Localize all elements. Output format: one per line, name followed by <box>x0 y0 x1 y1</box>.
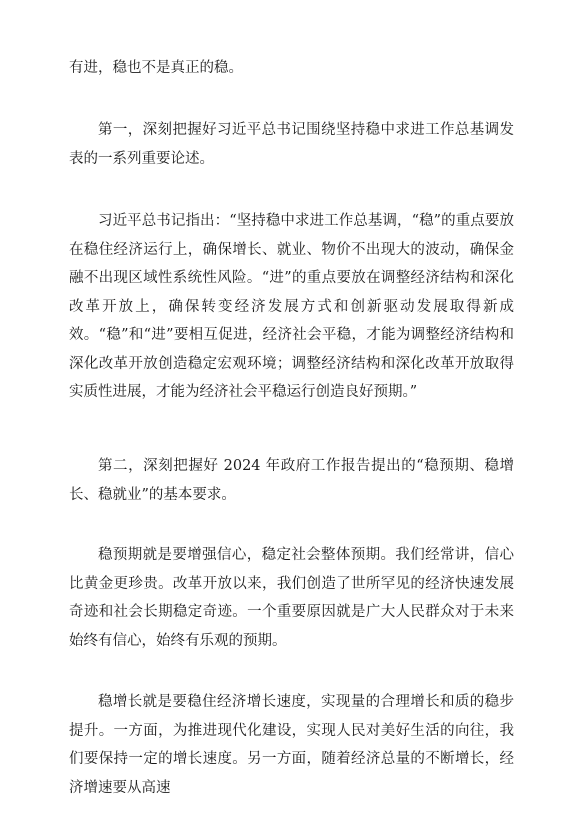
paragraph-point-two: 第二，深刻把握好 2024 年政府工作报告提出的“稳预期、稳增长、稳就业”的基本要求。 <box>69 458 514 503</box>
paragraph-point-one: 第一，深刻把握好习近平总书记围绕坚持稳中求进工作总基调发表的一系列重要论述。 <box>69 122 514 167</box>
paragraph-stable-growth: 稳增长就是要稳住经济增长速度，实现量的合理增长和质的稳步提升。一方面，为推进现代化建设，实现人民对美好生活的向往，我们要保持一定的增长速度。另一方面，随着经济总量的不断增长，经济增速要从高速 <box>69 694 514 796</box>
paragraph-quote: 习近平总书记指出：“坚持稳中求进工作总基调，“稳”的重点要放在稳住经济运行上，确保增长、就业、物价不出现大的波动，确保金融不出现区域性系统性风险。“进”的重点要放在调整经济结构和深化改革开放上，确保转变经济发展方式和创新驱动发展取得新成效。“稳”和“进”要相互促进，经济社会平稳，才能为调整经济结构和深化改革开放创造稳定宏观环境；调整经济结构和深化改革开放取得实质性进展，才能为经济社会平稳运行创造良好预期。” <box>69 213 514 400</box>
paragraph-continuation: 有进，稳也不是真正的稳。 <box>69 60 243 76</box>
paragraph-stable-expectations: 稳预期就是要增强信心，稳定社会整体预期。我们经常讲，信心比黄金更珍贵。改革开放以来，我们创造了世所罕见的经济快速发展奇迹和社会长期稳定奇迹。一个重要原因就是广大人民群众对于未来始终有信心，始终有乐观的预期。 <box>69 547 514 649</box>
